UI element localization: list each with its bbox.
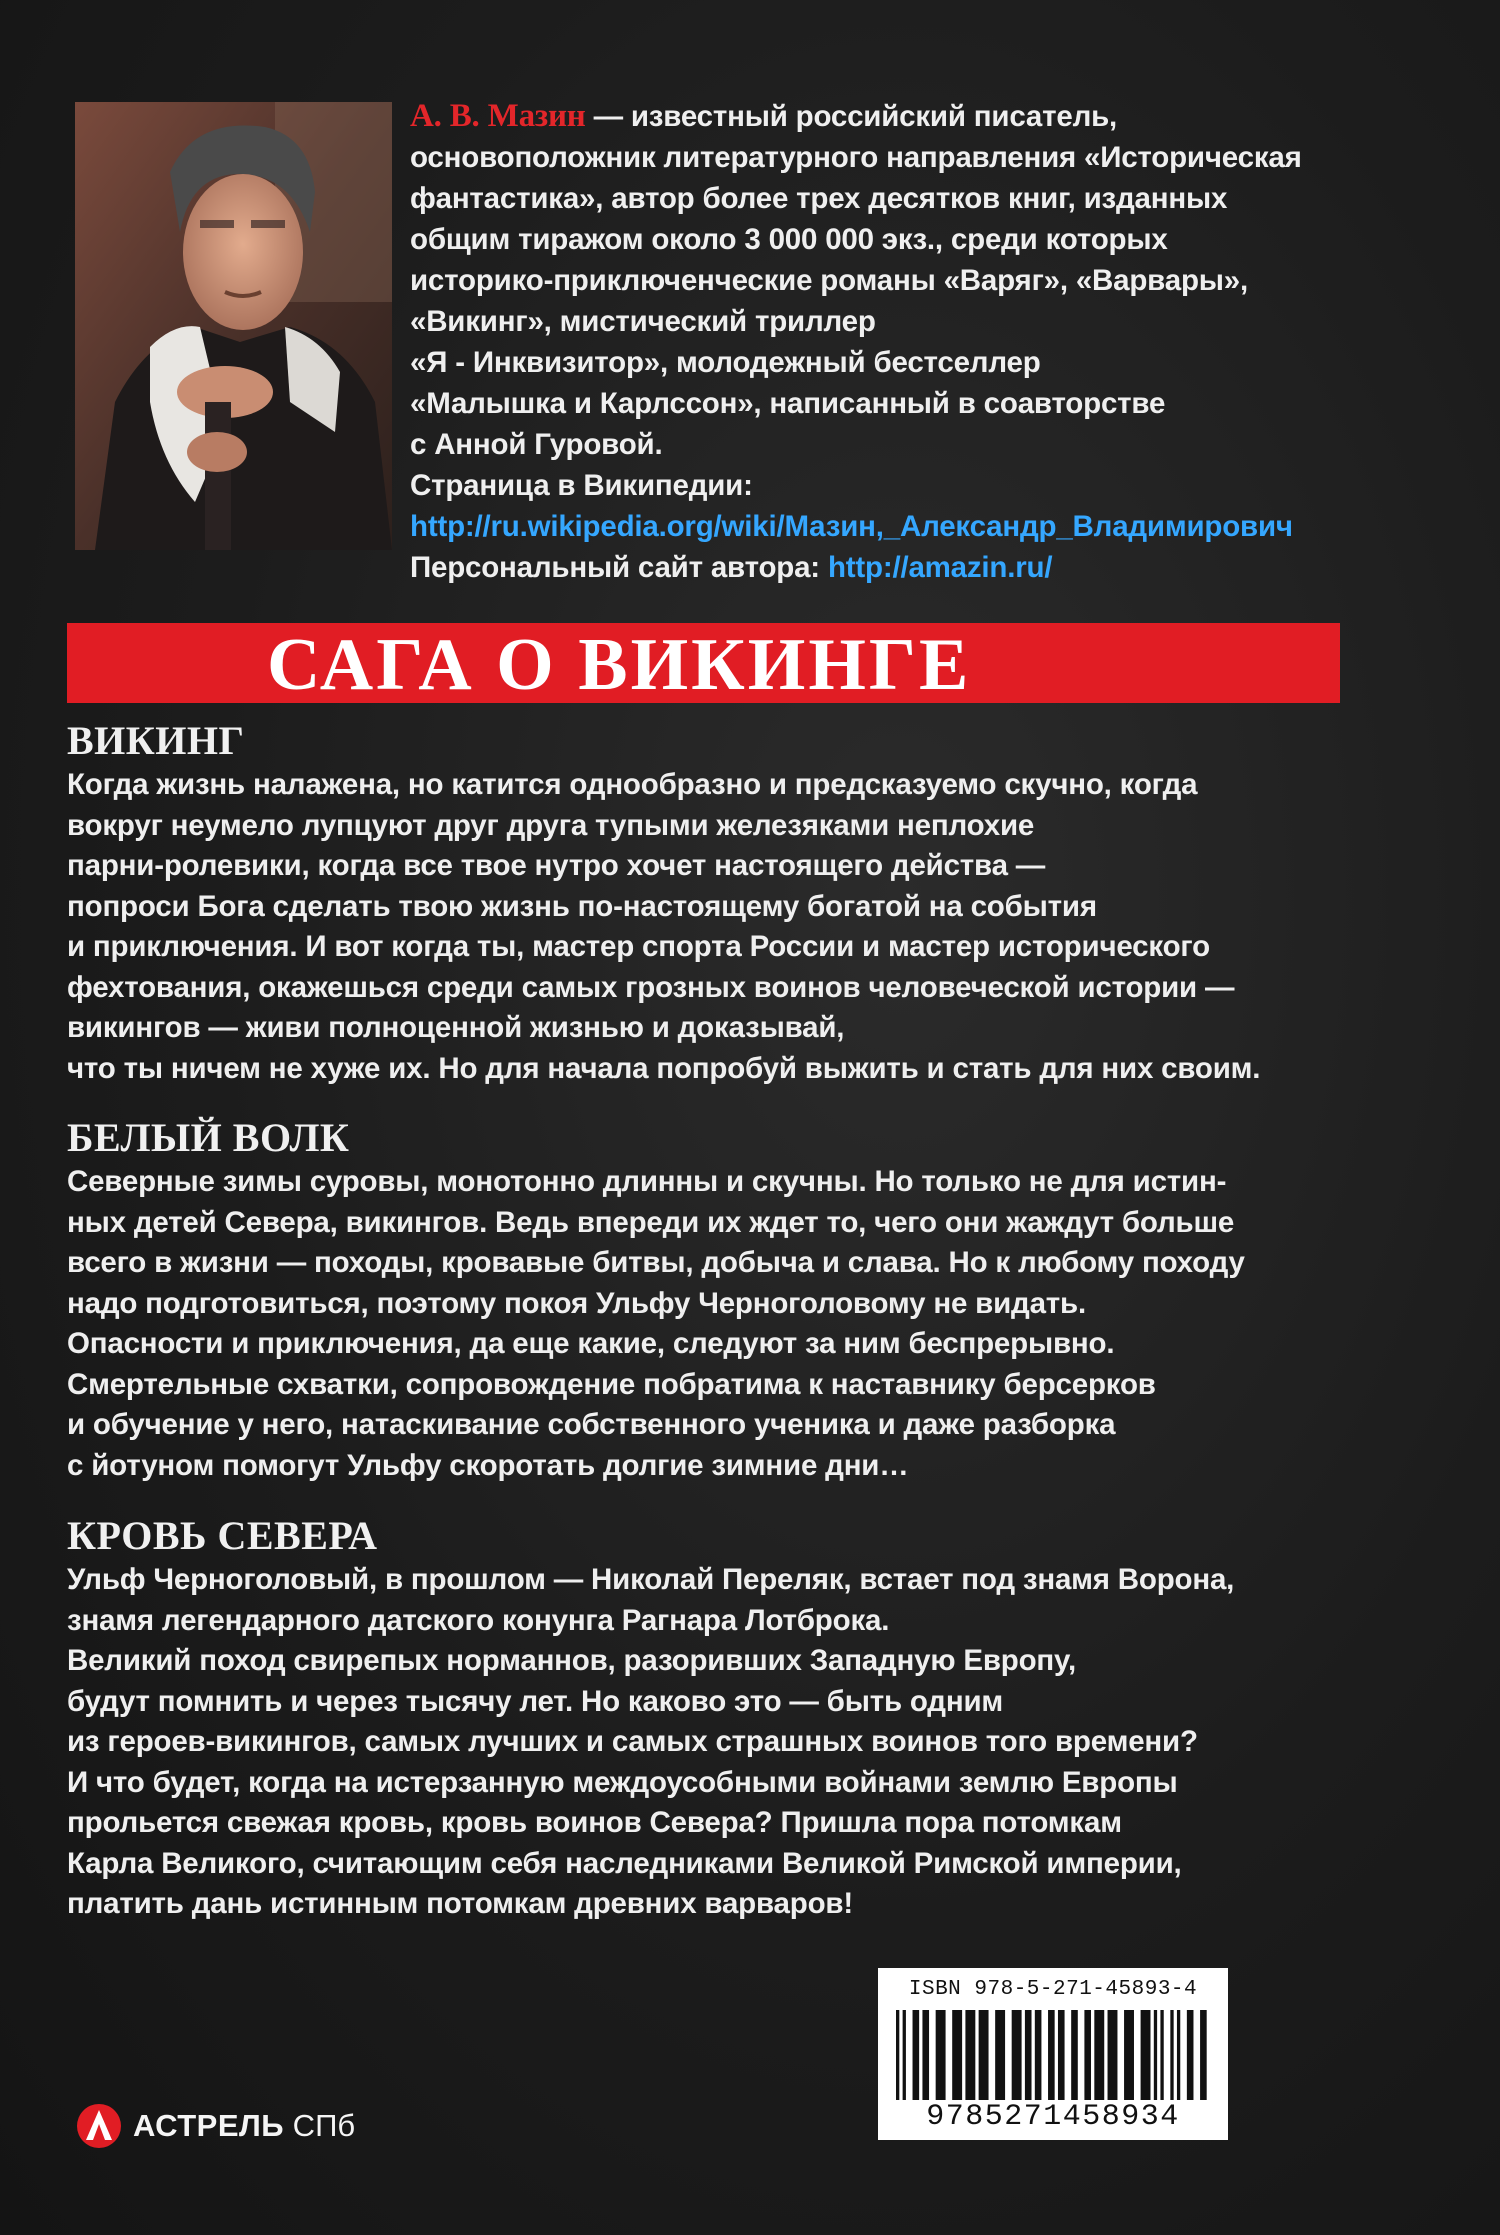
book-text-line: что ты ничем не хуже их. Но для начала попробуй выжить и стать для них своим. [67,1051,1261,1085]
book-title: КРОВЬ СЕВЕРА [67,1513,378,1558]
book-text-line: Северные зимы суровы, монотонно длинны и скучны. Но только не для истин- [67,1165,1227,1198]
bio-line: фантастика», автор более трех десятков книг, изданных [410,182,1228,215]
book-text-line: надо подготовиться, поэтому покоя Ульфу Черноголовому не видать. [67,1286,1086,1320]
book-title: БЕЛЫЙ ВОЛК [67,1115,350,1160]
bio-line-1 [410,96,1440,137]
author-name: А. В. Мазин [410,98,586,134]
book-text-line: Карла Великого, считающим себя наследниками Великой Римской империи, [67,1846,1182,1880]
bio-text: — известный российский писатель, [585,100,1118,133]
book-text-line: Когда жизнь налажена, но катится однообразно и предсказуемо скучно, когда [67,768,1198,801]
bio-line: историко-приключенческие романы «Варяг», «Варвары», [410,264,1248,297]
book-text-line: Опасности и приключения, да еще какие, следуют за ним беспрерывно. [67,1327,1115,1360]
publisher-name [133,2108,355,2144]
bio-line: «Малышка и Карлссон», написанный в соавторстве [410,387,1166,420]
book-text-line: будут помнить и через тысячу лет. Но каково это — быть одним [67,1684,1004,1718]
series-banner [67,623,1340,706]
site-label: Персональный сайт автора: [410,551,828,584]
barcode-icon [896,2010,1210,2100]
book-section-viking [67,717,1467,1089]
book-text-line: ных детей Севера, викингов. Ведь впереди их ждет то, чего они жаждут больше [67,1205,1235,1239]
book-text-line: знамя легендарного датского конунга Рагнара Лотброка. [67,1603,890,1637]
author-portrait-image [75,102,392,550]
publisher-brand: АСТРЕЛЬ [133,2108,285,2143]
wikipedia-link[interactable]: http://ru.wikipedia.org/wiki/Мазин,_Александр_Владимирович [410,510,1293,543]
book-text-line: викингов — живи полноценной жизнью и доказывай, [67,1011,845,1044]
book-text-line: прольется свежая кровь, кровь воинов Севера? Пришла пора потомкам [67,1806,1122,1839]
author-site-link[interactable]: http://amazin.ru/ [827,551,1053,584]
book-text-line: Смертельные схватки, сопровождение побратима к наставнику берсерков [67,1367,1156,1401]
bio-line: основоположник литературного направления «Историческая [410,141,1302,174]
book-text-line: и обучение у него, натаскивание собственного ученика и даже разборка [67,1408,1116,1441]
bio-line: с Анной Гуровой. [410,428,663,461]
book-section-blood-of-north [67,1512,1467,1925]
book-title: ВИКИНГ [67,718,245,763]
author-photo [75,102,392,550]
bio-line: «Викинг», мистический триллер [410,305,876,338]
author-bio [410,96,1440,588]
book-text-line: Великий поход свирепых норманнов, разоривших Западную Европу, [67,1644,1077,1677]
book-text-line: всего в жизни — походы, кровавые битвы, добыча и слава. Но к любому походу [67,1246,1245,1279]
publisher-city: СПб [284,2108,356,2143]
book-text-line: с йотуном помогут Ульфу скоротать долгие зимние дни… [67,1448,909,1482]
site-line [410,547,1440,588]
bio-line: общим тиражом около 3 000 000 экз., среди которых [410,223,1168,256]
book-text-line: из героев-викингов, самых лучших и самых страшных воинов того времени? [67,1725,1198,1758]
book-text-line: парни-ролевики, когда все твое нутро хочет настоящего действа — [67,849,1046,882]
book-text-line: вокруг неумело лупцуют друг друга тупыми железяками неплохие [67,808,1035,842]
book-text-line: попроси Бога сделать твою жизнь по-настоящему богатой на события [67,889,1097,923]
series-title: САГА О ВИКИНГЕ [267,624,972,706]
book-text-line: Ульф Черноголовый, в прошлом — Николай Переляк, встает под знамя Ворона, [67,1563,1235,1596]
wiki-label: Страница в Википедии: [410,469,753,502]
book-text-line: платить дань истинным потомкам древних варваров! [67,1887,853,1920]
isbn-barcode-box [878,1968,1228,2140]
astrel-logo-icon [75,2102,123,2150]
book-text-line: И что будет, когда на истерзанную междоусобными войнами землю Европы [67,1765,1178,1799]
bio-line: «Я - Инквизитор», молодежный бестселлер [410,346,1041,379]
ean-digits: 9785271458934 [926,2100,1180,2134]
book-section-white-wolf [67,1114,1467,1486]
book-text-line: фехтования, окажешься среди самых грозных воинов человеческой истории — [67,970,1235,1004]
book-text-line: и приключения. И вот когда ты, мастер спорта России и мастер исторического [67,930,1210,963]
isbn-label: ISBN 978-5-271-45893-4 [908,1978,1198,2001]
